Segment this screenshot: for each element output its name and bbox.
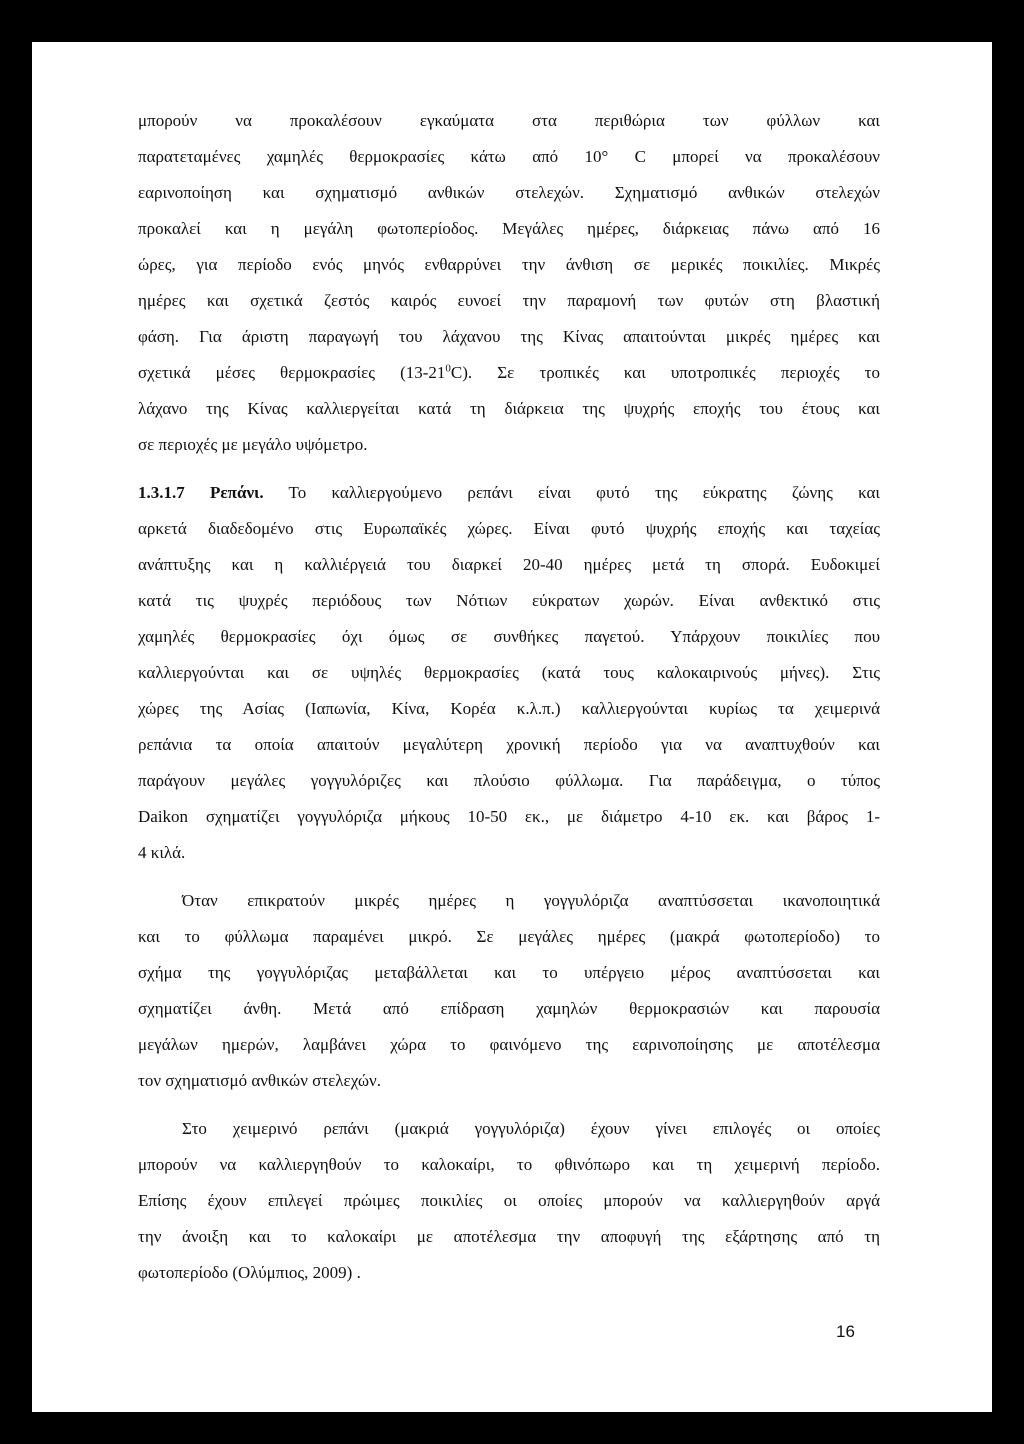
text-line: μπορούν να καλλιεργηθούν το καλοκαίρι, το φθινόπωρο και τη χειμερινή περίοδο. (138, 1155, 880, 1174)
text-line: ημέρες και σχετικά ζεστός καιρός ευνοεί την παραμονή των φυτών στη βλαστική (138, 291, 880, 310)
text-line: την άνοιξη και το καλοκαίρι με αποτέλεσμα την αποφυγή της εξάρτησης από τη (138, 1227, 880, 1246)
section-heading: 1.3.1.7 Ρεπάνι. (138, 483, 264, 502)
text-line: Επίσης έχουν επιλεγεί πρώιμες ποικιλίες οι οποίες μπορούν να καλλιεργηθούν αργά (138, 1191, 880, 1210)
text-line: χαμηλές θερμοκρασίες όχι όμως σε συνθήκες παγετού. Υπάρχουν ποικιλίες που (138, 627, 880, 646)
text-segment: Το καλλιεργούμενο ρεπάνι είναι φυτό της εύκρατης ζώνης και (263, 483, 880, 502)
text-line: Όταν επικρατούν μικρές ημέρες η γογγυλόριζα αναπτύσσεται ικανοποιητικά (182, 891, 880, 910)
text-line: καλλιεργούνται και σε υψηλές θερμοκρασίες (κατά τους καλοκαιρινούς μήνες). Στις (138, 663, 880, 682)
text-line: ανάπτυξης και η καλλιέργειά του διαρκεί 20-40 ημέρες μετά τη σπορά. Ευδοκιμεί (138, 555, 880, 574)
text-line: Daikon σχηματίζει γογγυλόριζα μήκους 10-50 εκ., με διάμετρο 4-10 εκ. και βάρος 1- (138, 807, 880, 826)
text-line-with-superscript (138, 362, 880, 384)
text-line: τον σχηματισμό ανθικών στελεχών. (138, 1071, 381, 1090)
text-line: μεγάλων ημερών, λαμβάνει χώρα το φαινόμενο της εαρινοποίησης με αποτέλεσμα (138, 1035, 880, 1054)
text-line: παράγουν μεγάλες γογγυλόριζες και πλούσιο φύλλωμα. Για παράδειγμα, ο τύπος (138, 771, 880, 790)
degree-superscript: 0 (445, 362, 451, 375)
text-line: φωτοπερίοδο (Ολύμπιος, 2009) . (138, 1263, 361, 1282)
page-number: 16 (836, 1322, 855, 1341)
section-heading-line (138, 482, 880, 504)
text-line: εαρινοποίηση και σχηματισμό ανθικών στελεχών. Σχηματισμό ανθικών στελεχών (138, 183, 880, 202)
text-line: και το φύλλωμα παραμένει μικρό. Σε μεγάλες ημέρες (μακρά φωτοπερίοδο) το (138, 927, 880, 946)
text-line: σχηματίζει άνθη. Μετά από επίδραση χαμηλών θερμοκρασιών και παρουσία (138, 999, 880, 1018)
text-line: μπορούν να προκαλέσουν εγκαύματα στα περιθώρια των φύλλων και (138, 111, 880, 130)
text-line: προκαλεί και η μεγάλη φωτοπερίοδος. Μεγάλες ημέρες, διάρκειας πάνω από 16 (138, 219, 880, 238)
text-line: 4 κιλά. (138, 843, 186, 862)
text-segment: C). Σε τροπικές και υποτροπικές περιοχές το (450, 363, 880, 382)
text-line: κατά τις ψυχρές περιόδους των Νότιων εύκρατων χωρών. Είναι ανθεκτικό στις (138, 591, 880, 610)
text-line: αρκετά διαδεδομένο στις Ευρωπαϊκές χώρες. Είναι φυτό ψυχρής εποχής και ταχείας (138, 519, 880, 538)
text-line: ώρες, για περίοδο ενός μηνός ενθαρρύνει την άνθιση σε μερικές ποικιλίες. Μικρές (138, 255, 880, 274)
text-segment: σχετικά μέσες θερμοκρασίες (13-21 (138, 363, 446, 382)
text-line: παρατεταμένες χαμηλές θερμοκρασίες κάτω από 10° C μπορεί να προκαλέσουν (138, 147, 880, 166)
text-line: σε περιοχές με μεγάλο υψόμετρο. (138, 435, 368, 454)
text-line: φάση. Για άριστη παραγωγή του λάχανου της Κίνας απαιτούνται μικρές ημέρες και (138, 327, 880, 346)
text-line: ρεπάνια τα οποία απαιτούν μεγαλύτερη χρονική περίοδο για να αναπτυχθούν και (138, 735, 880, 754)
text-line: λάχανο της Κίνας καλλιεργείται κατά τη διάρκεια της ψυχρής εποχής του έτους και (138, 399, 880, 418)
text-line: Στο χειμερινό ρεπάνι (μακριά γογγυλόριζα) έχουν γίνει επιλογές οι οποίες (182, 1119, 880, 1138)
text-line: σχήμα της γογγυλόριζας μεταβάλλεται και το υπέργειο μέρος αναπτύσσεται και (138, 963, 880, 982)
document-page (32, 42, 992, 1412)
text-line: χώρες της Ασίας (Ιαπωνία, Κίνα, Κορέα κ.λ.π.) καλλιεργούνται κυρίως τα χειμερινά (138, 699, 880, 718)
